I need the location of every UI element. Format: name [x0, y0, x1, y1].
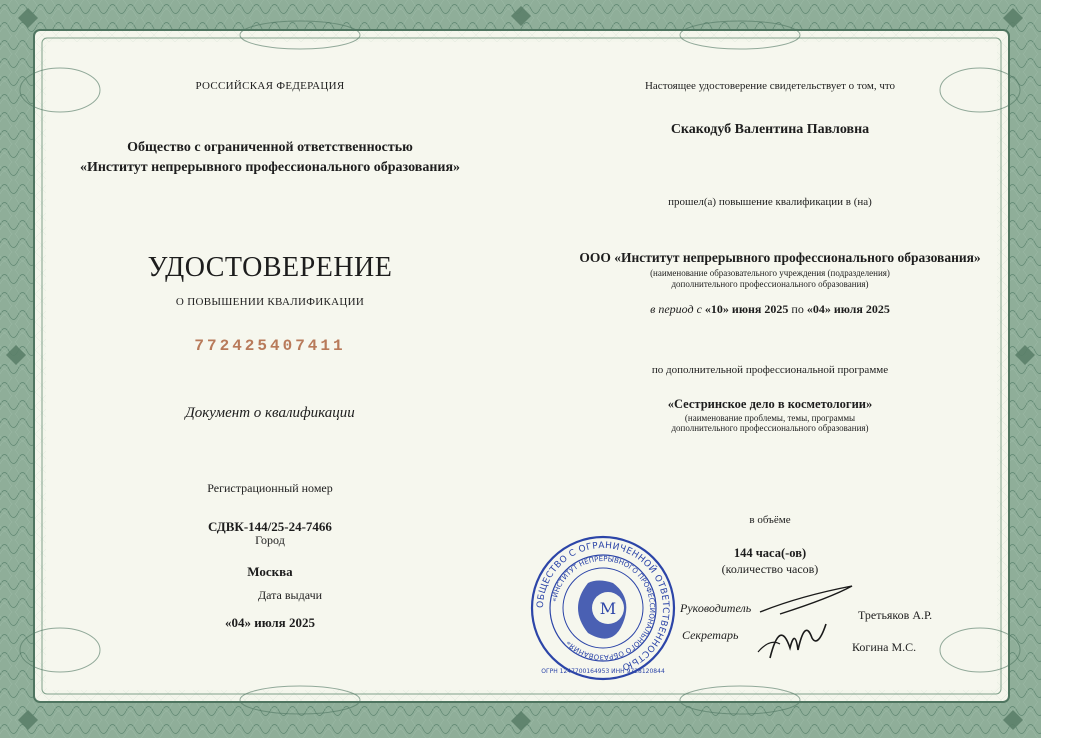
organization-line-1: Общество с ограниченной ответственностью [127, 140, 413, 155]
program-note-1: (наименование проблемы, темы, программы [684, 413, 856, 423]
registration-number: СДВК-144/25-24-7466 [208, 519, 332, 534]
certifies-text: Настоящее удостоверение свидетельствует о том, что [644, 80, 896, 92]
period-prefix: в период с [650, 302, 702, 316]
organization-line-2: «Институт непрерывного профессионального образования» [79, 160, 461, 175]
seal-center-letter: М [599, 599, 617, 618]
registration-label: Регистрационный номер [207, 481, 333, 495]
person-name: Скакодуб Валентина Павловна [670, 122, 870, 137]
svg-text:ОБЩЕСТВО С ОГРАНИЧЕННОЙ ОТВЕТС: ОБЩЕСТВО С ОГРАНИЧЕННОЙ ОТВЕТСТВЕННОСТЬЮ [535, 540, 671, 672]
director-label: Руководитель [680, 601, 752, 615]
svg-text:«ИНСТИТУТ НЕПРЕРЫВНОГО ПРОФЕСС: «ИНСТИТУТ НЕПРЕРЫВНОГО ПРОФЕССИОНАЛЬНОГО ОБРАЗОВАНИЯ» [550, 554, 657, 662]
document-subtitle: О ПОВЫШЕНИИ КВАЛИФИКАЦИИ [175, 296, 365, 308]
hours-value: 144 часа(-ов) [733, 546, 807, 560]
institution-note-2: дополнительного профессионального образования) [671, 279, 869, 289]
program-name: «Сестринское дело в косметологии» [667, 397, 873, 411]
serial-number: 772425407411 [194, 337, 346, 355]
country-label: РОССИЙСКАЯ ФЕДЕРАЦИЯ [195, 80, 345, 92]
svg-text:ОГРН 1247700164953 ИНН 9728120: ОГРН 1247700164953 ИНН 9728120844 [541, 668, 665, 675]
secretary-label: Секретарь [682, 628, 739, 642]
document-type: Документ о квалификации [185, 405, 355, 421]
director-signature [740, 578, 860, 668]
director-name: Третьяков А.Р. [858, 608, 933, 622]
city-value: Москва [247, 564, 293, 579]
issue-date-label: Дата выдачи [257, 588, 323, 602]
city-label: Город [255, 533, 285, 547]
secretary-name: Когина М.С. [852, 640, 917, 654]
institution-name: ООО «Институт непрерывного профессионального образования» [579, 250, 981, 265]
period-to-word: по [791, 302, 804, 316]
institution-note-1: (наименование образовательного учреждения (подразделения) [650, 268, 890, 278]
organization-seal [528, 533, 678, 683]
passed-text: прошел(а) повышение квалификации в (на) [668, 196, 872, 208]
study-period [540, 302, 1000, 317]
hours-note: (количество часов) [721, 562, 819, 576]
program-label: по дополнительной профессиональной программе [651, 364, 889, 376]
issue-date: «04» июля 2025 [225, 615, 315, 630]
volume-label: в объёме [749, 514, 791, 526]
period-from: «10» июня 2025 [704, 302, 789, 316]
document-title: УДОСТОВЕРЕНИЕ [147, 252, 393, 283]
program-note-2: дополнительного профессионального образования) [671, 423, 869, 433]
period-to: «04» июля 2025 [806, 302, 890, 316]
